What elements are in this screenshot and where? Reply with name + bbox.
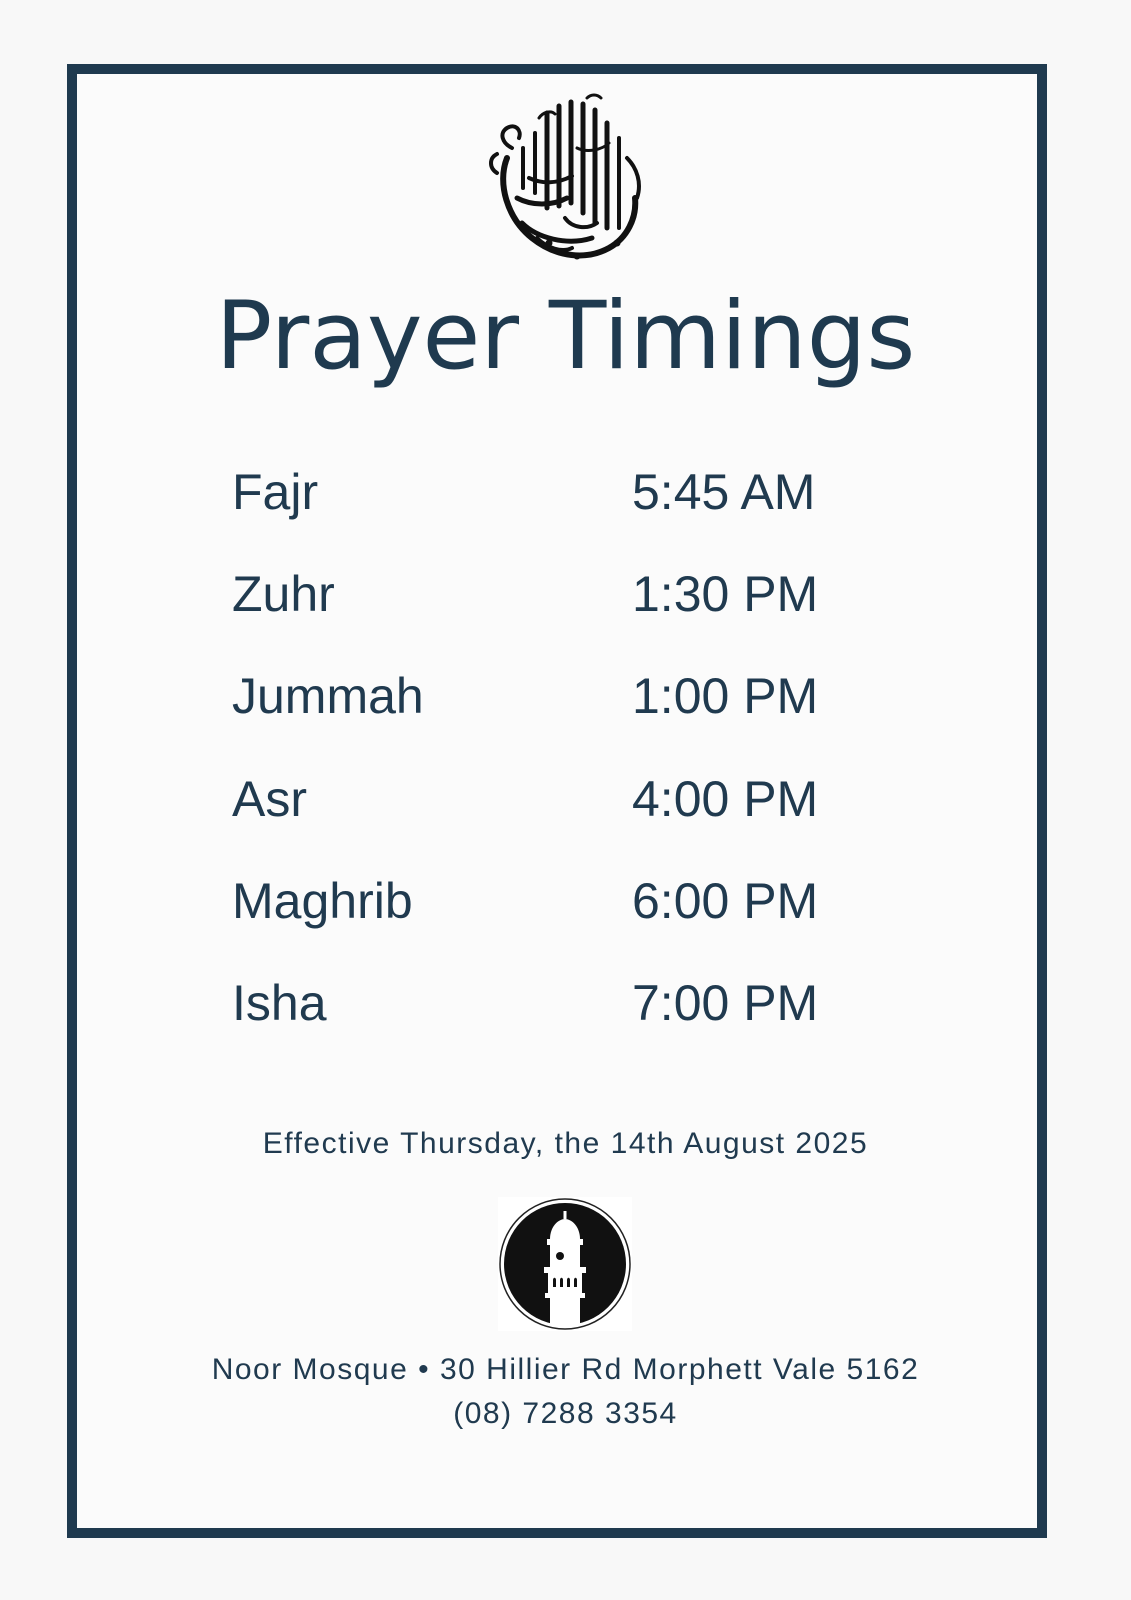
prayer-time: 1:00 PM	[632, 668, 819, 724]
prayer-name: Jummah	[232, 668, 424, 724]
shahada-calligraphy-icon	[477, 88, 653, 272]
prayer-row-asr	[232, 764, 872, 834]
prayer-name: Asr	[232, 771, 307, 827]
prayer-time: 7:00 PM	[632, 975, 819, 1031]
minaret-logo-icon	[498, 1197, 632, 1331]
prayer-time: 1:30 PM	[632, 566, 819, 622]
footer-address: Noor Mosque • 30 Hillier Rd Morphett Vale 5162	[211, 1353, 920, 1386]
prayer-name: Isha	[232, 975, 327, 1031]
footer-phone: (08) 7288 3354	[453, 1397, 678, 1430]
prayer-time: 4:00 PM	[632, 771, 819, 827]
prayer-name: Maghrib	[232, 873, 413, 929]
prayer-row-isha	[232, 968, 872, 1038]
prayer-name: Zuhr	[232, 566, 335, 622]
prayer-time: 6:00 PM	[632, 873, 819, 929]
prayer-row-zuhr	[232, 559, 872, 629]
prayer-row-maghrib	[232, 866, 872, 936]
effective-date: Effective Thursday, the 14th August 2025	[262, 1127, 869, 1160]
prayer-name: Fajr	[232, 464, 319, 520]
prayer-time: 5:45 AM	[632, 464, 816, 520]
page-title: Prayer Timings	[215, 282, 916, 391]
prayer-row-fajr	[232, 457, 872, 527]
prayer-row-jummah	[232, 661, 872, 731]
